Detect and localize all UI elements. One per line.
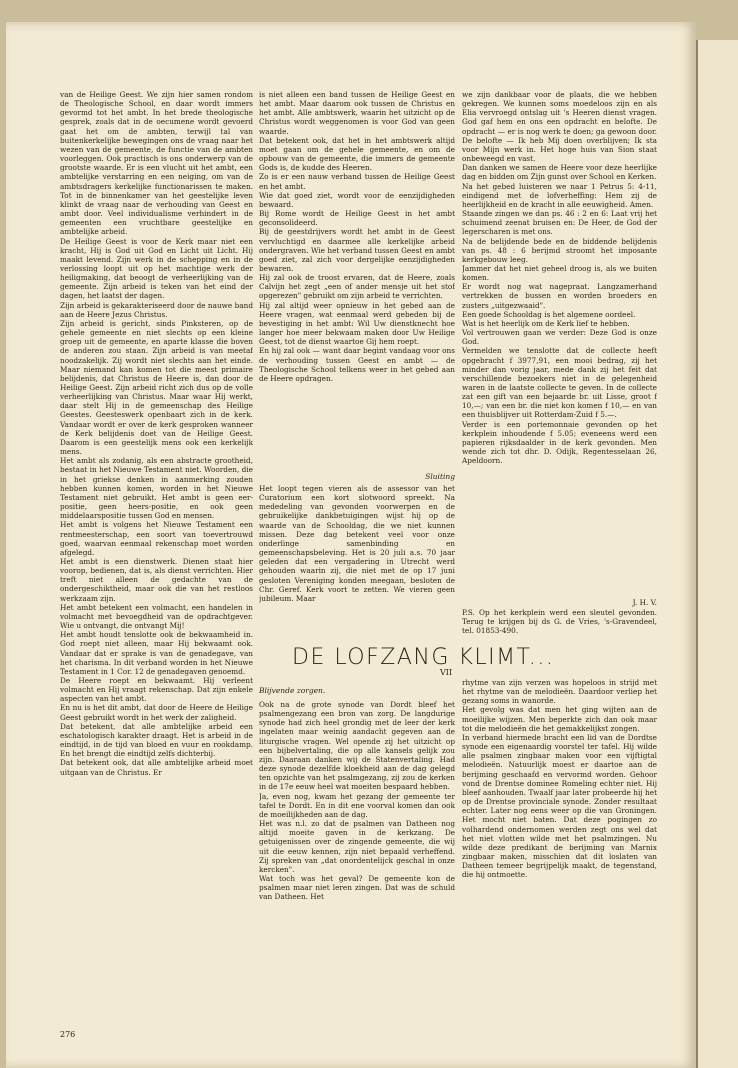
article-title: DE LOFZANG KLIMT... [292, 645, 555, 670]
column-2-text: is niet alleen een band tussen de Heilige Geest en het ambt. Maar daarom ook tussen de Christus en het ambt. Alle ambtswerk, waarin het uitzicht op de Christus wordt weggenomen is voor God van geen waarde. Dat betekent ook, dat het in het ambtswerk altijd moet gaan om de gehele gemeente, en om de opbouw van de gemeente, die immers de gemeente Gods is, de kudde des Heeren. Zo is er een nauw verband tussen de Heilige Geest en het ambt. Wie dat goed ziet, wordt voor de eenzijdigheden bewaard. Bij Rome wordt de Heilige Geest in het ambt geconsolideerd. Bij de geestdrijvers wordt het ambt in de Geest vervluchtigd en daarmee alle kerkelijke arbeid ondergraven. Wie het verband tussen Geest en ambt goed ziet, zal zich voor dergelijke eenzijdigheden bewaren. Hij zal ook de troost ervaren, dat de Heere, zoals Calvijn het zegt „een of ander mensje uit het stof opgerezen" gebruikt om zijn arbeid te verrichten. Hij zal altijd weer opnieuw in het gebed aan de Heere vragen, wat eenmaal werd gebeden bij de bevestiging in het ambt: Wil Uw dienstknecht hoe langer hoe meer bekwaam maken door Uw Heilige Geest, tot de dienst waartoe Gij hem roept. En hij zal ook — want daar begint vandaag voor ons de verhouding tussen Geest en ambt — de Theologische School telkens weer in het gebed aan de Heere opdragen. [259, 90, 455, 383]
article-column-2-text: rhytme van zijn verzen was hopeloos in strijd met het rhytme van de melodieën. Daardoor verliep het gezang soms in wanorde. Het gevolg was dat men het ging wijten aan de moeilijke wijzen. Men beperkte zich dan ook maar tot die melodieën die het gemakkelijkst zongen. In verband hiermede bracht een lid van de Dordtse synode een eigenaardig voorstel ter tafel. Hij wilde alle psalmen zingbaar maken voor een vijftigtal melodieën. Natuurlijk moest er daartoe aan de berijming geschaafd en vervormd worden. Gehoor vond de Drentse dominee Romeling echter niet. Hij bleef aanhouden. Twaalf jaar later probeerde hij het op de Drentse provinciale synode. Zonder resultaat echter. Later nog eens weer op die van Groningen. Het mocht niet baten. Dat deze pogingen zo volhardend ondernomen werden zegt ons wel dat het niet vlotten wilde met het psalmzingen. Nu wilde deze predikant de berijming van Marnix zingbaar maken, misschien dat dit loslaten van Datheen temeer begrijpelijk maakt, de tegenstand, die hij ontmoette. [462, 678, 657, 880]
article-part-number: VII [440, 668, 453, 677]
page-number: 276 [60, 1030, 76, 1039]
article-column-1-text: Ook na de grote synode van Dordt bleef het psalmengezang een bron van zorg. De langdurige synode had zich heel grondig met de leer der kerk ingelaten maar weinig aandacht gegeven aan de liturgische vragen. Wel opende zij het uitzicht op een bijbelvertaling, die op alle kansels gelijk zou zijn. Daaraan danken wij de Statenvertaling. Had deze synode dezelfde kloekheid aan de dag gelegd ten opzichte van het psalmgezang, zij zou de kerken in de 17e eeuw heel wat moeiten bespaard hebben. Ja, even nog, kwam het gezang der gemeente ter tafel te Dordt. En in dit ene voorval komen dan ook de moeilijkheden aan de dag. Het was n.l. zo dat de psalmen van Datheen nog altijd moeite gaven in de kerkzang. De getuigenissen over de zingende gemeente, die wij uit die eeuw kennen, zijn niet bepaald verheffend. Zij spreken van „dat onordentelijck geschal in onze kercken". Wat toch was het geval? De gemeente kon de psalmen maar niet leren zingen. Dat was de schuld van Datheen. Het [259, 700, 455, 902]
column-2-closing-text: Het loopt tegen vieren als de assessor van het Curatorium een kort slotwoord spreekt. Na mededeling van gevonden voorwerpen en de gebruikelijke dankbetuigingen wijst hij op de waarde van de Schooldag, die we niet kunnen missen. Deze dag betekent veel voor onze onderlinge samenbinding en gemeenschapsbeleving. Het is 20 juli a.s. 70 jaar geleden dat een vergadering in Utrecht werd gehouden waarin zij, die niet met de op 17 juni gesloten Vereniging konden meegaan, besloten de Chr. Geref. Kerk voort te zetten. We vieren geen jubileum. Maar [259, 484, 455, 603]
article-subheading: Blijvende zorgen. [259, 686, 326, 695]
column-3-text: we zijn dankbaar voor de plaats, die we hebben gekregen. We kunnen soms moedeloos zijn en als Elia vervroegd ontslag uit 's Heeren dienst vragen. God gaf hem en ons een opdracht en belofte. De opdracht — er is nog werk te doen; ga gewoon door. De belofte — Ik heb Mij doen overblijven; Ik sta voor Mijn werk in. Het hoge huis van Sion staat onbeweegd en vast. Dan danken we samen de Heere voor deze heerlijke dag en bidden om Zijn gunst over School en Kerken. Na het gebed luisteren we naar 1 Petrus 5: 4-11, eindigend met de lofverheffing: Hem zij de heerlijkheid en de kracht in alle eeuwigheid. Amen. Staande zingen we dan ps. 46 : 2 en 6: Laat vrij het schuimend zeenat bruisen en: De Heer, de God der legerscharen is met ons. Na de belijdende bede en de biddende belijdenis van ps. 48 : 6 berijmd stroomt het imposante kerkgebouw leeg. Jammer dat het niet geheel droog is, als we buiten komen. Er wordt nog wat nagepraat. Langzamerhand vertrekken de bussen en worden broeders en zusters „uitgezwaaid". Een goede Schooldag is het algemene oordeel. Wat is het heerlijk om de Kerk lief te hebben. Vol vertrouwen gaan we verder: Deze God is onze God. Vermelden we tenslotte dat de collecte heeft opgebracht f 3977,91, een mooi bedrag, zij het minder dan vorig jaar, mede dank zij het feit dat verschillende bezoekers niet in de gelegenheid waren in de laatste collecte te geven. In de collecte zat een gift van een bejaarde br. uit Lisse, groot f 10,—; van een br. die niet kon komen f 10,— en van een thuisblijver uit Rotterdam-Zuid f 5.—. Verder is een portemonnaie gevonden op het kerkplein inhoudende f 5.05; eveneens werd een papieren rijksdaalder in de kerk gevonden. Men wende zich tot dhr. D. Odijk, Regentesselaan 26, Apeldoorn. [462, 90, 657, 466]
adjacent-page-edge [696, 40, 738, 1068]
column-1-text: van de Heilige Geest. We zijn hier samen rondom de Theologische School, en daar wordt immers gevormd tot het ambt. In het brede theologische gesprek, zoals dat in de oecumene wordt gevoerd gaat het om de ambten, terwijl tal van buitenkerkelijke bewegingen ons de vraag naar het wezen van de gemeente, de functie van de ambten voorleggen. Ook practisch is ons onderwerp van de grootste waarde. Er is een vlucht uit het ambt, een ambtelijke verstarring en een neiging, om van de ambtsdragers kerkelijke functionarissen te maken. Tot in de binnenkamer van het geestelijke leven klinkt de vraag naar de verhouding van Geest en ambt door. Veel individualisme verhindert in de gemeenten een vruchtbare geestelijke en ambtelijke arbeid. De Heilige Geest is voor de Kerk maar niet een kracht, Hij is God uit God en Licht uit Licht. Hij maakt levend. Zijn werk in de schepping en in de verlossing loopt uit op het machtige werk der heiligmaking, dat beoogt de verheerlijking van de gemeente. Zijn arbeid is teken van het eind der dagen, het laatst der dagen. Zijn arbeid is gekarakteriseerd door de nauwe band aan de Heere Jezus Christus. Zijn arbeid is gericht, sinds Pinksteren, op de gehele gemeente en niet slechts op een kleine groep uit de gemeente, en aparte klasse die boven de anderen zou staan. Zijn arbeid is van meetaf noodzakelijk. Zij wordt niet slechts aan het einde. Maar niemand kan komen tot die meest primaire belijdenis, dat Christus de Heere is, dan door de Heilige Geest. Zijn arbeid richt zich dus op de volle verheerlijking van Christus. Maar waar Hij werkt, daar stelt Hij in de gemeenschap des Heilige Geestes. Geesteswerk openbaart zich in de kerk. Vandaar wordt er over de kerk gesproken wanneer de Kerk belijdenis doet van de Heilige Geest. Daarom is een geestelijk mens ook een kerkelijk mens. Het ambt als zodanig, als een abstracte grootheid, bestaat in het Nieuwe Testament niet. Woorden, die in het griekse denken in aanmerking zouden hebben kunnen komen, worden in het Nieuwe Testament niet gebruikt. Het ambt is geen eer-positie, geen heers-positie, en ook geen middelaarspositie tussen God en mensen. Het ambt is volgens het Nieuwe Testament een rentmeesterschap, een soort van toevertrouwd goed, waarvan eenmaal rekenschap moet worden afgelegd. Het ambt is een dienstwerk. Dienen staat hier voorop, bedienen, dat is, als dienst verrichten. Hier treft niet alleen de gedachte van de ondergeschiktheid, maar ook die van het restloos werkzaam zijn. Het ambt betekent een volmacht, een handelen in volmacht met bevoegdheid van de opdrachtgever. Wie u ontvangt, die ontvangt Mij! Het ambt houdt tenslotte ook de bekwaamheid in. God roept niet alleen, maar Hij bekwaamt ook. Vandaar dat er sprake is van de genadegave, van het charisma. In dit verband worden in het Nieuwe Testament in 1 Cor. 12 de genadegaven genoemd. De Heere roept en bekwaamt. Hij verleent volmacht en Hij vraagt rekenschap. Dat zijn enkele aspecten van het ambt. En nu is het dit ambt, dat door de Heere de Heilige Geest gebruikt wordt in het werk der zaligheid. Dat betekent, dat alle ambtelijke arbeid een eschatologisch karakter draagt. Het is arbeid in de eindtijd, in de tijd van bloed en vuur en rookdamp. En het brengt die eindtijd zelfs dichterbij. Dat betekent ook, dat alle ambtelijke arbeid moet uitgaan van de Christus. Er [60, 90, 253, 777]
postscript: P.S. Op het kerkplein werd een sleutel gevonden. Terug te krijgen bij ds G. de Vries, 's-Gravendeel, tel. 01853-490. [462, 608, 657, 636]
author-signature: J. H. V. [632, 598, 657, 607]
section-heading-sluiting: Sluiting [425, 472, 455, 481]
